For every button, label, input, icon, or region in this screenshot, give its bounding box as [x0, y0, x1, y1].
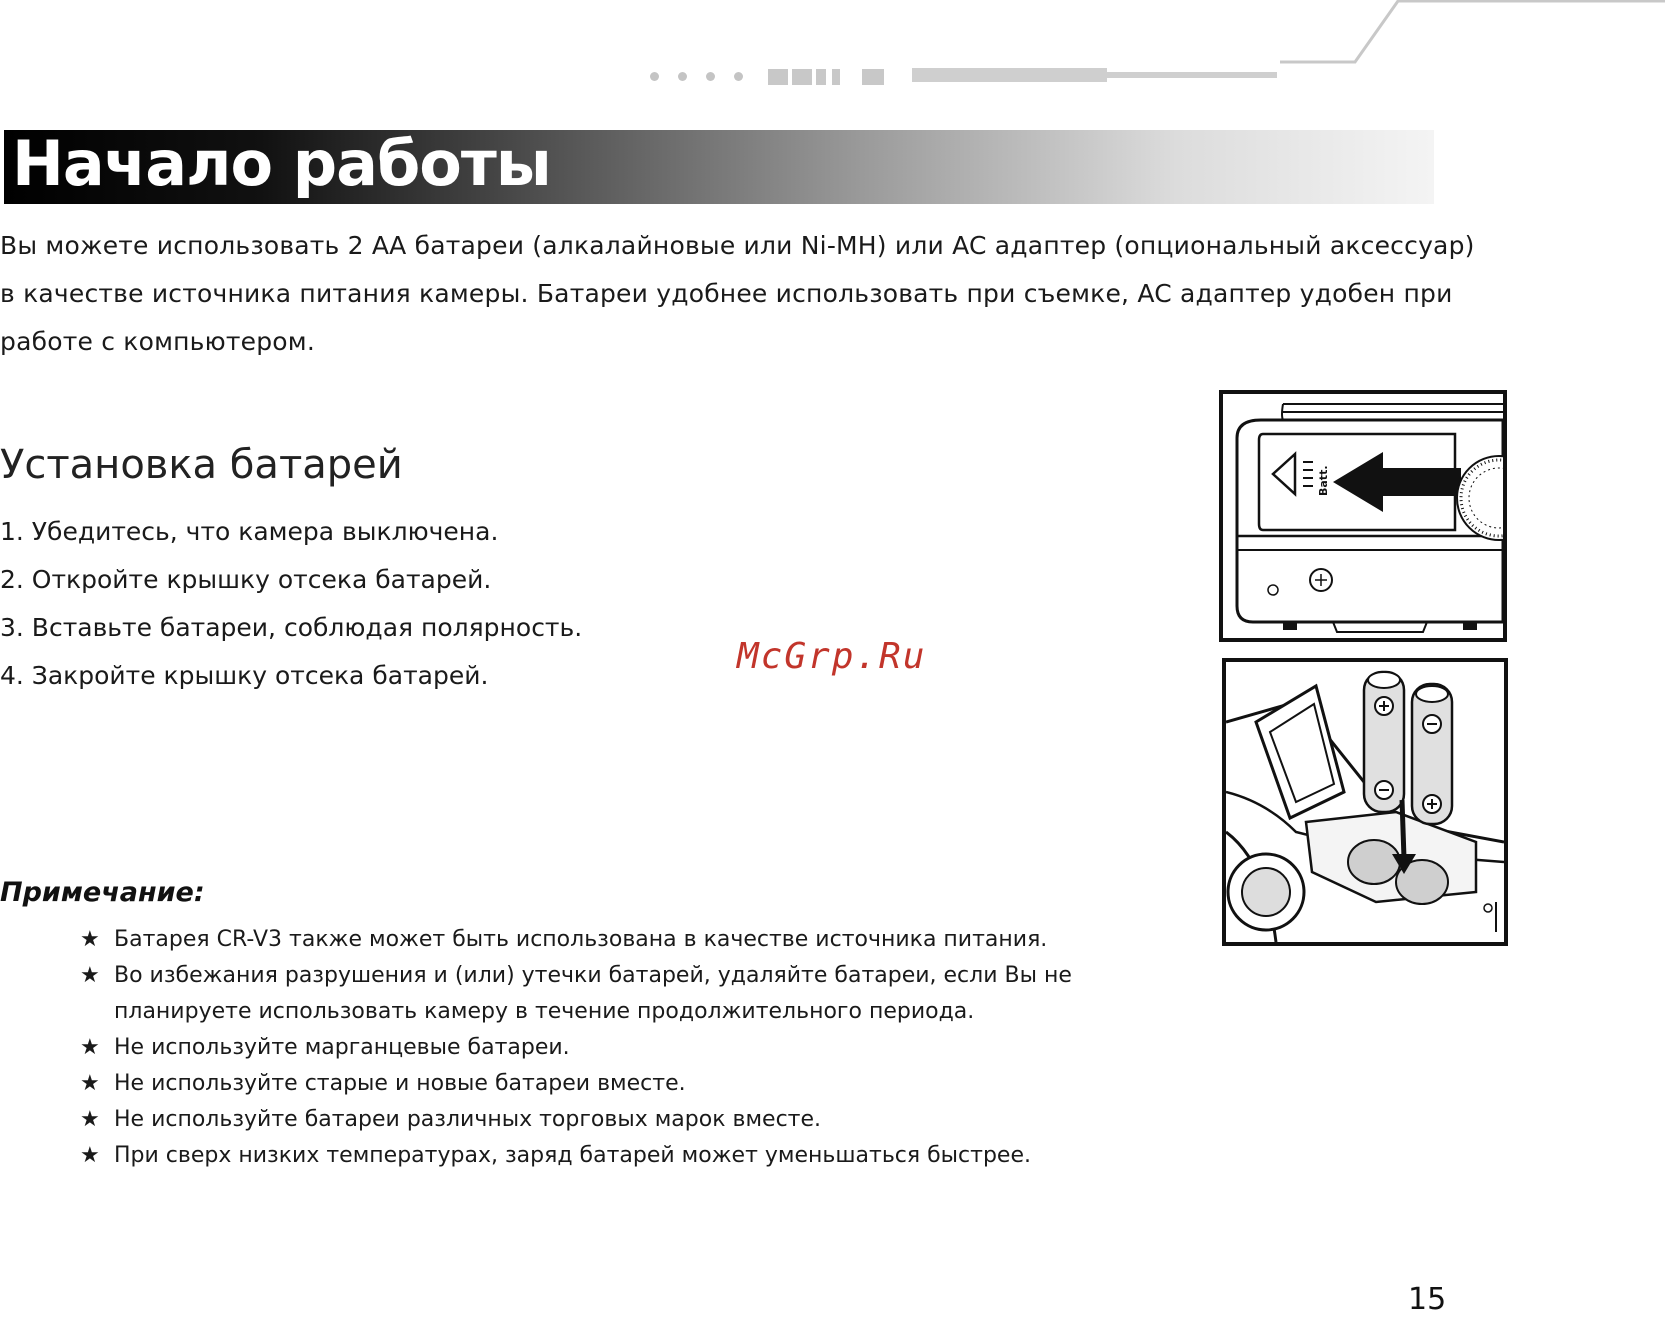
star-icon: ★	[80, 963, 100, 988]
note-item	[80, 1102, 1080, 1138]
decor-dot	[706, 72, 715, 81]
decor-corner-line	[1270, 0, 1665, 70]
star-icon: ★	[80, 1035, 100, 1060]
page-number: 15	[1408, 1282, 1447, 1317]
note-text: Не используйте марганцевые батареи.	[114, 1035, 570, 1060]
decor-square	[768, 69, 788, 85]
decor-bar	[912, 68, 1107, 82]
step-item: 2. Откройте крышку отсека батарей.	[0, 565, 492, 594]
section-heading: Установка батарей	[0, 442, 403, 488]
note-item	[80, 1030, 1080, 1066]
note-item	[80, 922, 1080, 958]
decor-dot	[734, 72, 743, 81]
note-text: Не используйте старые и новые батареи вместе.	[114, 1071, 686, 1096]
step-item: 4. Закройте крышку отсека батарей.	[0, 661, 489, 690]
intro-line: Вы можете использовать 2 АА батареи (алкалайновые или Ni-MH) или AC адаптер (опциональный аксессуар)	[0, 231, 1475, 260]
note-text: Не используйте батареи различных торговых марок вместе.	[114, 1107, 822, 1132]
step-item: 3. Вставьте батареи, соблюдая полярность.	[0, 613, 583, 642]
note-text: Батарея CR-V3 также может быть использована в качестве источника питания.	[114, 927, 1048, 952]
watermark: McGrp.Ru	[737, 636, 927, 677]
decor-square	[816, 69, 826, 85]
note-item	[80, 1138, 1080, 1174]
note-text: Во избежания разрушения и (или) утечки батарей, удаляйте батареи, если Вы не планируете использовать камеру в течение продолжительного периода.	[114, 963, 1072, 1024]
intro-line: работе с компьютером.	[0, 327, 315, 356]
note-label: Примечание:	[0, 877, 205, 908]
note-text: При сверх низких температурах, заряд батарей может уменьшаться быстрее.	[114, 1143, 1031, 1168]
page-title: Начало работы	[12, 127, 551, 200]
note-item	[80, 958, 1080, 1030]
camera-bottom-illustration	[1223, 394, 1503, 638]
step-item: 1. Убедитесь, что камера выключена.	[0, 517, 499, 546]
decor-dot	[678, 72, 687, 81]
intro-line: в качестве источника питания камеры. Батареи удобнее использовать при съемке, AC адаптер удобен при	[0, 279, 1453, 308]
star-icon: ★	[80, 1071, 100, 1096]
note-list	[80, 922, 1080, 1174]
star-icon: ★	[80, 1143, 100, 1168]
decor-square	[832, 69, 840, 85]
battery-insertion-illustration	[1226, 662, 1504, 942]
intro-paragraph	[0, 222, 1500, 366]
decor-square	[862, 69, 884, 85]
steps-list	[0, 508, 582, 700]
star-icon: ★	[80, 1107, 100, 1132]
figure-battery-cover	[1219, 390, 1507, 642]
figure-battery-insert	[1222, 658, 1508, 946]
batt-label: Batt.	[1317, 465, 1330, 496]
decor-dot	[650, 72, 659, 81]
note-item	[80, 1066, 1080, 1102]
decor-square	[792, 69, 812, 85]
decor-bar	[1107, 72, 1277, 78]
star-icon: ★	[80, 927, 100, 952]
